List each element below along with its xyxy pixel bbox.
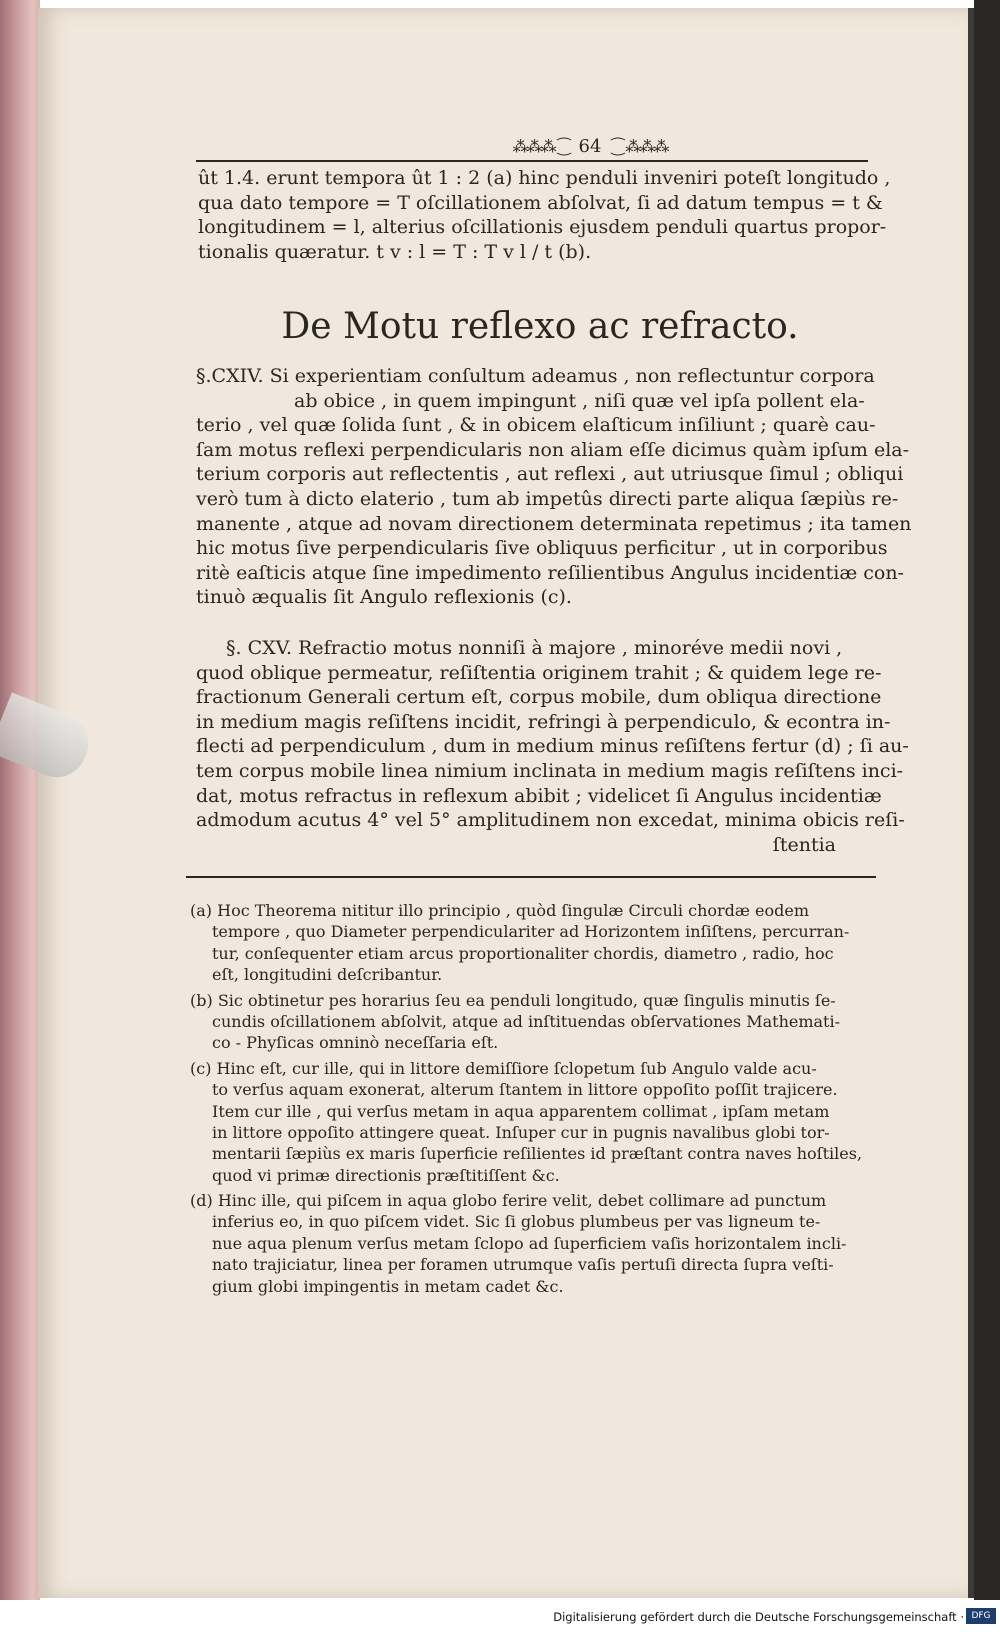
page-number: 64 <box>578 135 602 157</box>
footnote-c <box>190 1058 880 1186</box>
footnote-line: in littore oppoſito attingere queat. Inſuper cur in pugnis navalibus globi tor- <box>212 1122 830 1142</box>
text-line: manente , atque ad novam directionem determinata repetimus ; ita tamen <box>196 512 912 535</box>
section-114 <box>196 364 912 610</box>
top-paragraph <box>198 166 891 264</box>
text-line: dat, motus refractus in reflexum abibit ; videlicet ſi Angulus incidentiæ <box>196 784 882 807</box>
text-line: terio , vel quæ ſolida ſunt , & in obicem elaſticum inſiliunt ; quarè cau- <box>196 414 876 437</box>
text-line: terium corporis aut reflectentis , aut reflexi , aut utriusque ſimul ; obliqui <box>196 463 904 486</box>
text-line: ritè eaſticis atque ſine impedimento reſilientibus Angulus incidentiæ con- <box>196 561 904 584</box>
footnote-a <box>190 900 880 986</box>
footnote-line: nato trajiciatur, linea per foramen utrumque vaſis pertuſi directa ſupra veſti- <box>212 1255 834 1275</box>
text-line: qua dato tempore = T oſcillationem abſolvat, ſi ad datum tempus = t & <box>198 191 883 214</box>
text-line: ab obice , in quem impingunt , niſi quæ vel ipſa pollent ela- <box>294 389 865 412</box>
text-line: tinuò æqualis ſit Angulo reflexionis (c). <box>196 586 572 609</box>
section-heading: De Motu reflexo ac refracto. <box>281 306 799 347</box>
ornament-left-icon: ⁂⁂⁂ ⁐ <box>512 136 569 156</box>
footnote-line: (a) Hoc Theorema nititur illo principio , quòd ſingulæ Circuli chordæ eodem <box>190 901 810 920</box>
text-line: in medium magis reſiſtens incidit, refringi à perpendiculo, & econtra in- <box>196 710 891 733</box>
book-edge <box>0 0 40 1600</box>
footnote-line: eſt, longitudini deſcribantur. <box>212 965 443 985</box>
text-line: flecti ad perpendiculum , dum in medium minus reſiſtens fertur (d) ; ſi au- <box>196 735 909 758</box>
text-line: longitudinem = l, alterius oſcillationis ejusdem penduli quartus propor- <box>198 216 887 239</box>
text-line: verò tum à dicto elaterio , tum ab impetûs directi parte aliqua ſæpiùs re- <box>196 487 899 510</box>
text-line: ſam motus reflexi perpendicularis non aliam eſſe dicimus quàm ipſum ela- <box>196 438 910 461</box>
text-line: quod oblique permeatur, reſiſtentia originem trahit ; & quidem lege re- <box>196 661 882 684</box>
footnote-line: co - Phyſicas omninò neceſſaria eſt. <box>212 1033 499 1053</box>
footnote-line: cundis oſcillationem abſolvit, atque ad inſtituendas obſervationes Mathemati- <box>212 1011 840 1031</box>
header-rule <box>196 160 868 162</box>
footnote-b <box>190 990 880 1054</box>
ornament-right-icon: ⁐ ⁂⁂⁂ <box>611 136 668 156</box>
footnote-line: inferius eo, in quo piſcem videt. Sic ſi globus plumbeus per vas ligneum te- <box>212 1212 821 1232</box>
footnote-line: (b) Sic obtinetur pes horarius ſeu ea penduli longitudo, quæ ſingulis minutis ſe- <box>190 990 836 1010</box>
dfg-logo: DFG <box>966 1608 996 1624</box>
text-line: tem corpus mobile linea nimium inclinata in medium magis reſiſtens inci- <box>196 759 904 782</box>
text-line: ût 1.4. erunt tempora ût 1 : 2 (a) hinc penduli inveniri poteſt longitudo , <box>198 167 891 189</box>
footnote-line: gium globi impingentis in metam cadet &c. <box>212 1276 564 1296</box>
right-edge-strip <box>974 0 1000 1600</box>
text-line: §. CXV. Refractio motus nonniſi à majore , minoréve medii novi , <box>226 637 843 659</box>
footnote-line: Item cur ille , qui verſus metam in aqua apparentem collimat , ipſam metam <box>212 1101 830 1121</box>
footnote-line: (c) Hinc eſt, cur ille, qui in littore demiſſiore ſclopetum ſub Angulo valde acu- <box>190 1058 817 1078</box>
footnote-d <box>190 1190 880 1297</box>
footnote-line: (d) Hinc ille, qui piſcem in aqua globo ferire velit, debet collimare ad punctum <box>190 1191 827 1211</box>
footnote-line: to verſus aquam exonerat, alterum ſtantem in littore oppoſito poſſit trajicere. <box>212 1080 838 1100</box>
funding-note: Digitalisierung gefördert durch die Deutsche Forschungsgemeinschaft · <box>553 1610 964 1624</box>
section-115 <box>196 636 909 857</box>
footnote-line: tur, conſequenter etiam arcus proportionaliter chordis, diametro , radio, hoc <box>212 943 834 963</box>
text-line: admodum acutus 4° vel 5° amplitudinem non excedat, minima obicis reſi- <box>196 809 905 832</box>
text-line: fractionum Generali certum eſt, corpus mobile, dum obliqua directione <box>196 686 882 709</box>
footnote-line: tempore , quo Diameter perpendiculariter ad Horizontem inſiſtens, percurran- <box>212 922 850 942</box>
footnote-line: quod vi primæ directionis præſtitiſſent &c. <box>212 1165 560 1185</box>
catchword: ſtentia <box>772 833 836 856</box>
page-header <box>440 132 740 160</box>
text-line: §.CXIV. Si experientiam conſultum adeamus , non reflectuntur corpora <box>196 365 875 387</box>
footnotes <box>190 900 880 1297</box>
footnote-line: mentarii ſæpiùs ex maris ſuperficie reſilientes id præſtant contra naves hoſtiles, <box>212 1144 863 1164</box>
footnote-line: nue aqua plenum verſus metam ſclopo ad ſuperficiem vaſis horizontalem incli- <box>212 1233 847 1253</box>
text-line: hic motus ſive perpendicularis ſive obliquus perficitur , ut in corporibus <box>196 537 888 560</box>
text-line: tionalis quæratur. t v : l = T : T v l / t (b). <box>198 240 592 263</box>
footnote-rule <box>186 876 876 878</box>
